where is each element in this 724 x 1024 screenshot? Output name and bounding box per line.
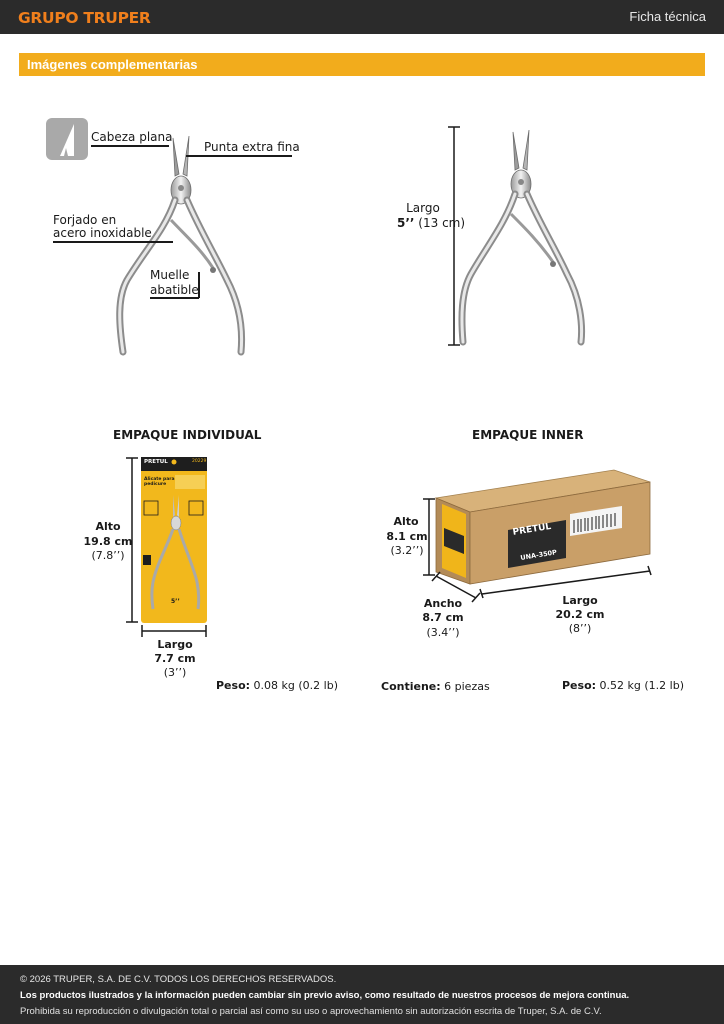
- inner-ancho-label: Ancho: [423, 597, 463, 610]
- individual-peso: [216, 679, 338, 692]
- inner-largo-imperial: (8’’): [568, 622, 592, 635]
- dimension-metric: (13 cm): [418, 216, 466, 230]
- inner-ancho-imperial: (3.4’’): [426, 626, 460, 639]
- section-header: [19, 53, 705, 76]
- individual-peso-value: 0.08 kg (0.2 lb): [253, 679, 338, 692]
- nipper-feature-image: [105, 130, 265, 355]
- feature-punta-extra-fina: Punta extra fina: [204, 140, 300, 154]
- feature-muelle-line2: abatible: [150, 283, 199, 297]
- feature-forjado-line1: Forjado en: [53, 213, 117, 227]
- callout-line-muelle-h: [150, 297, 199, 299]
- dimension-label: Largo: [406, 201, 440, 215]
- inner-pack-title: EMPAQUE INNER: [472, 428, 584, 442]
- box-brand: PRETUL: [512, 521, 552, 538]
- flat-head-icon: [46, 118, 88, 160]
- individual-largo-label: Largo: [157, 638, 193, 651]
- individual-width-dimension-line: [141, 625, 207, 637]
- box-code: UNA-350P: [519, 548, 558, 562]
- callout-line-punta: [186, 155, 292, 157]
- individual-largo-value: 7.7 cm: [154, 652, 196, 665]
- footer-copyright: © 2026 TRUPER, S.A. DE C.V. TODOS LOS DERECHOS RESERVADOS.: [20, 974, 337, 985]
- dimension-inch: 5’’: [397, 216, 415, 230]
- header-bar: [0, 0, 724, 34]
- card-code: 20229: [192, 459, 207, 464]
- feature-cabeza-plana: Cabeza plana: [91, 130, 173, 144]
- inner-contiene-label: Contiene:: [381, 680, 441, 693]
- inner-alto-label: Alto: [393, 515, 419, 528]
- feature-muelle-line1: Muelle: [150, 268, 190, 282]
- individual-largo-imperial: (3’’): [163, 666, 187, 679]
- footer-notice: Los productos ilustrados y la información pueden cambiar sin previo aviso, como resultado de nuestros procesos de mejora continua.: [20, 990, 630, 1001]
- inner-peso: [562, 679, 684, 692]
- inner-contiene: [381, 680, 490, 693]
- card-product: Alicate para pedicure: [144, 477, 175, 487]
- document-type: Ficha técnica: [629, 9, 706, 24]
- individual-alto-label: Alto: [95, 520, 121, 533]
- callout-line-forjado: [53, 241, 173, 243]
- section-title: Imágenes complementarias: [27, 57, 198, 72]
- callout-line-cabeza: [91, 145, 169, 147]
- inner-largo-value: 20.2 cm: [555, 608, 605, 621]
- individual-pack-title: EMPAQUE INDIVIDUAL: [113, 428, 262, 442]
- inner-alto-value: 8.1 cm: [386, 530, 428, 543]
- inner-peso-value: 0.52 kg (1.2 lb): [599, 679, 684, 692]
- inner-largo-label: Largo: [562, 594, 598, 607]
- feature-forjado-line2: acero inoxidable: [53, 226, 152, 240]
- inner-contiene-value: 6 piezas: [444, 680, 490, 693]
- footer: [0, 965, 724, 1024]
- nipper-dimension-image: [455, 128, 595, 350]
- individual-peso-label: Peso:: [216, 679, 251, 692]
- individual-alto-value: 19.8 cm: [83, 535, 133, 548]
- inner-alto-imperial: (3.2’’): [390, 544, 424, 557]
- inner-peso-label: Peso:: [562, 679, 597, 692]
- footer-prohibition: Prohibida su reproducción o divulgación total o parcial así como su uso o aprovechamiento sin autorización escrita de Truper, S.A. de C.V.: [20, 1006, 602, 1017]
- individual-alto-imperial: (7.8’’): [91, 549, 125, 562]
- card-brand: PRETUL: [144, 459, 168, 465]
- brand-logo: GRUPO TRUPER: [18, 9, 151, 27]
- inner-ancho-value: 8.7 cm: [422, 611, 464, 624]
- card-size: 5’’: [171, 598, 180, 605]
